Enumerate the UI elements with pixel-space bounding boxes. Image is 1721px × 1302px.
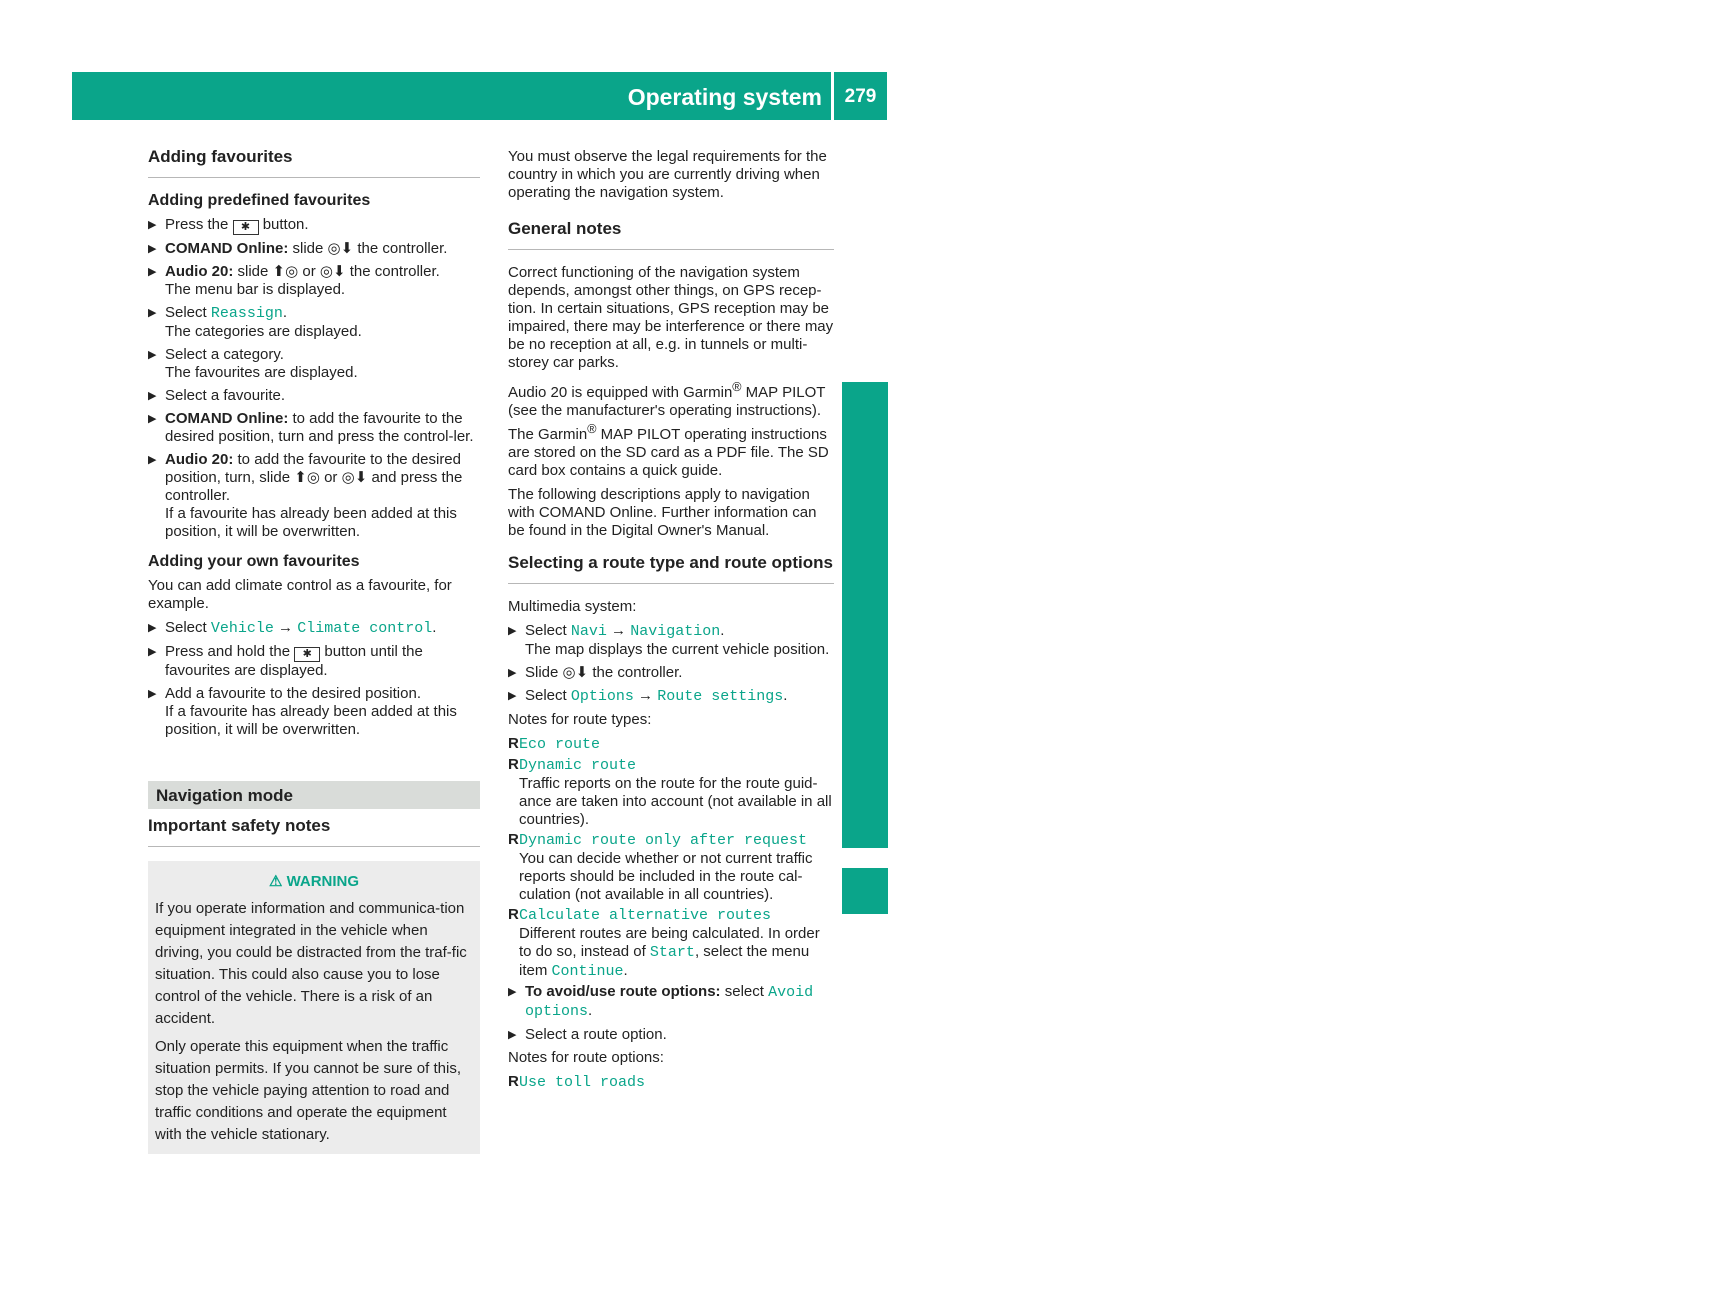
step-arrow-icon: ▶ [148,219,157,231]
route-type-item [508,735,834,754]
step-item: ▶ Add a favourite to the desired position. If a favourite has already been added at this position, it will be overwritten. [148,685,457,738]
bullet-marker: R [508,1073,519,1090]
step-item: ▶ To avoid/use route options: select Avoid options. [508,983,814,1020]
section-rule [148,846,480,847]
step-item: ▶ Audio 20: to add the favourite to the desired position, turn, slide ⬆◎ or ◎⬇ and press the controller. If a favourite has already been added at this position, it will be overwritten. [148,451,463,540]
step-item: ▶ Select Options → Route settings. [508,687,788,705]
heading-own-favourites: Adding your own favourites [148,553,360,570]
step-item: ▶ Select Vehicle → Climate control. [148,619,437,637]
step-item: ▶ Audio 20: slide ⬆◎ or ◎⬇ the controller. The menu bar is displayed. [148,263,440,298]
section-rule [508,583,834,584]
menu-item-vehicle: Vehicle [210,620,274,637]
step-item: ▶ Slide ◎⬇ the controller. [508,664,683,681]
general-paragraph: The following descriptions apply to navigation with COMAND Online. Further information can be found in the Digital Owner's Manual. [508,486,817,539]
menu-item-climate-control: Climate control [297,620,433,637]
step-item: ▶ Select a category. The favourites are displayed. [148,346,358,381]
step-item: ▶ Select Reassign. The categories are displayed. [148,304,362,340]
route-type-item: R Dynamic route only after request You can decide whether or not current traffic reports should be included in the route cal-culation (not available in all countries). [508,831,813,903]
controller-slide-down-icon: ◎⬇ [562,664,589,681]
controller-slide-down-icon: ◎⬇ [319,263,346,280]
controller-slide-up-icon: ⬆◎ [272,263,299,280]
menu-item-options: options [525,1003,589,1020]
own-favourites-intro: You can add climate control as a favourite, for example. [148,577,452,612]
header-title: Operating system [627,84,822,110]
multimedia-system-label: Multimedia system: [508,598,637,615]
step-arrow-icon: ▶ [148,688,157,700]
step-arrow-icon: ▶ [148,390,157,402]
step-arrow-icon: ▶ [508,625,517,637]
bullet-marker: R [508,735,519,752]
step-arrow-icon: ▶ [148,266,157,278]
chapter-tab-label: Multimedia system [1693,889,1720,1105]
favourites-key-icon: ✱ [294,647,320,662]
step-arrow-icon: ▶ [148,349,157,361]
legal-note: You must observe the legal requirements for the country in which you are currently driving when operating the navigation system. [508,148,827,201]
heading-predefined-favourites: Adding predefined favourites [148,192,371,209]
controller-slide-down-icon: ◎⬇ [327,240,354,257]
navigation-mode-band: Navigation mode [148,781,480,809]
controller-slide-up-icon: ⬆◎ [294,469,320,486]
step-arrow-icon: ▶ [148,413,157,425]
controller-slide-down-icon: ◎⬇ [341,469,368,486]
warning-paragraph: Only operate this equipment when the traffic situation permits. If you cannot be sure of this, stop the vehicle paying attention to road and traffic conditions and operate the equipment with the vehicle stationary. [155,1038,461,1143]
section-title-adding-favourites: Adding favourites [148,147,293,166]
option-use-toll-roads: Use toll roads [519,1074,646,1091]
general-paragraph: Audio 20 is equipped with Garmin® MAP PILOT (see the manufacturer's operating instructions). The Garmin® MAP PILOT operating instructions are stored on the SD card as a PDF file. The SD card box contains a quick guide. [508,380,829,479]
step-arrow-icon: ▶ [148,307,157,319]
route-options-label: Notes for route options: [508,1049,664,1066]
bullet-marker: R [508,906,519,923]
menu-item-options: Options [570,688,634,705]
page-number: 279 [844,86,877,107]
step-arrow-icon: ▶ [508,667,517,679]
menu-item-avoid: Avoid [768,984,814,1001]
section-rule [508,249,834,250]
left-column [148,148,480,1154]
step-arrow-icon: ▶ [508,690,517,702]
favourites-key-icon: ✱ [233,220,259,235]
heading-route-type: Selecting a route type and route options [508,553,833,572]
step-item: ▶ COMAND Online: to add the favourite to the desired position, turn and press the control-ler. [148,410,474,445]
step-arrow-icon: ▶ [148,622,157,634]
route-types-label: Notes for route types: [508,711,652,728]
bullet-marker: R [508,756,519,773]
right-column [508,148,834,1094]
warning-header: ⚠ WARNING [268,873,360,890]
menu-item-navi: Navi [570,623,607,640]
step-arrow-icon: ▶ [508,1029,517,1041]
option-alternative-routes: Calculate alternative routes [519,907,772,924]
heading-general-notes: General notes [508,219,622,238]
step-item: ▶ Press the ✱ button. [148,216,309,233]
option-dynamic-route: Dynamic route [519,757,637,774]
chapter-tab [842,382,1720,1105]
step-arrow-icon: ▶ [148,454,157,466]
step-item: ▶ Select Navi → Navigation. The map displays the current vehicle position. [508,622,830,658]
menu-item-continue: Continue [551,963,624,980]
step-item: ▶ Select a favourite. [148,387,286,404]
step-item: ▶ Press and hold the ✱ button until the favourites are displayed. [148,643,423,679]
menu-item-route-settings: Route settings [657,688,784,705]
route-type-item: R Calculate alternative routes Different routes are being calculated. In order to do so, instead of Start, select the menu item Continue. [508,906,820,980]
warning-paragraph: If you operate information and communica-tion equipment integrated in the vehicle when driving, you could be distracted from the traf-fic situation. This could also cause you to lose control of the vehicle. There is a risk of an accident. [155,900,467,1027]
step-arrow-icon: ▶ [508,986,517,998]
route-type-item: R Dynamic route Traffic reports on the route for the route guid-ance are taken into account (not available in all countries). [508,756,832,828]
step-arrow-icon: ▶ [148,646,157,658]
menu-item-reassign: Reassign [210,305,283,322]
general-paragraph: Correct functioning of the navigation system depends, amongst other things, on GPS recep-tion. In certain situations, GPS reception may be impaired, there may be interference or there may be no reception at all, e.g. in tunnels or multi-storey car parks. [508,264,834,371]
menu-item-start: Start [649,944,695,961]
step-item: ▶ Select a route option. [508,1026,667,1043]
warning-triangle-icon: ⚠ [268,873,283,890]
menu-item-navigation: Navigation [630,623,721,640]
route-option-item [508,1073,834,1092]
option-eco-route: Eco route [519,736,601,753]
bullet-marker: R [508,831,519,848]
step-item: ▶ COMAND Online: slide ◎⬇ the controller. [148,240,448,257]
heading-safety-notes: Important safety notes [148,816,331,835]
option-dynamic-route-on-request: Dynamic route only after request [519,832,808,849]
step-arrow-icon: ▶ [148,243,157,255]
warning-box [148,861,480,1154]
chapter-marker-block [842,868,888,914]
section-rule [148,177,480,178]
